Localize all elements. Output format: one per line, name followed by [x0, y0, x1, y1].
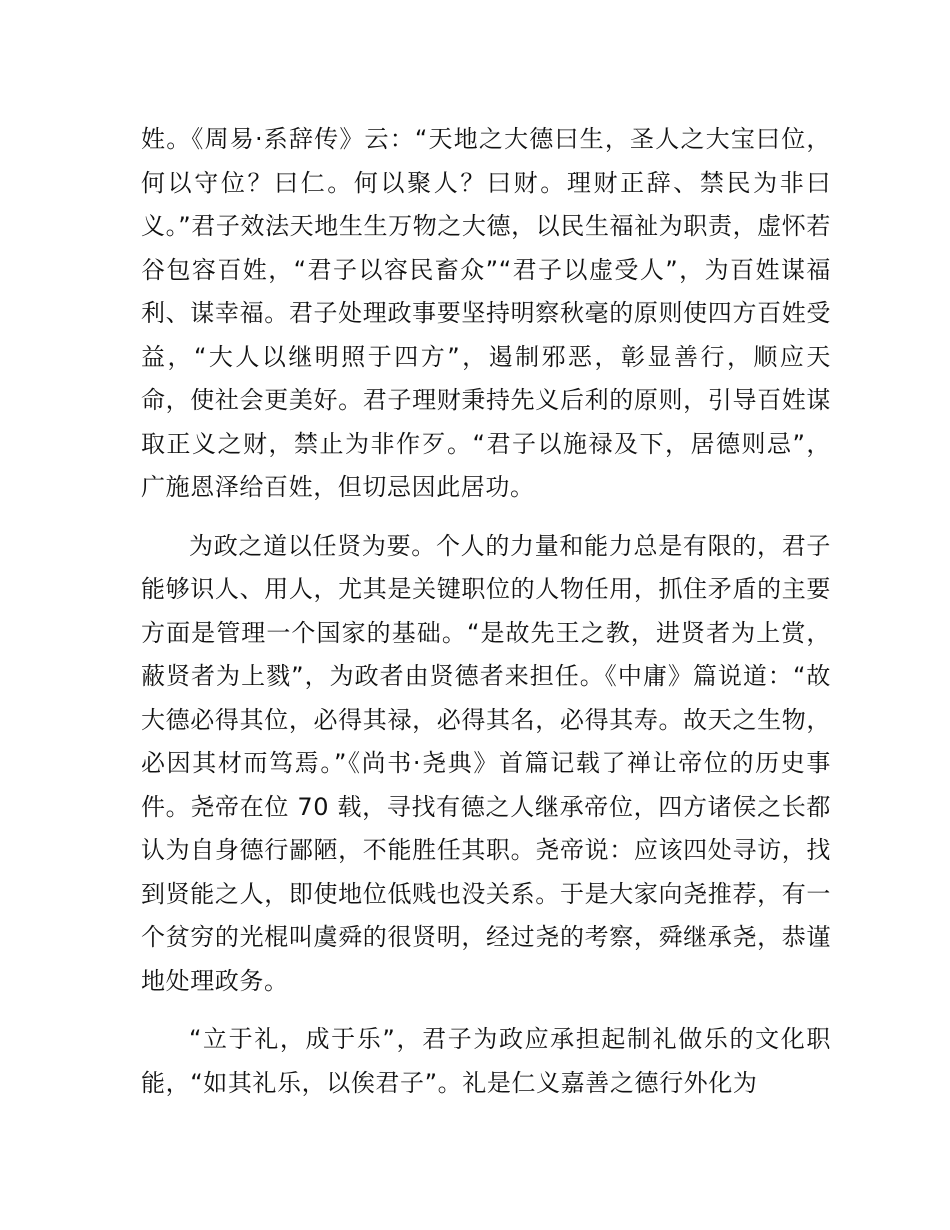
body-text: [141, 118, 831, 1120]
paragraph-2: 为政之道以任贤为要。个人的力量和能力总是有限的，君子能够识人、用人，尤其是关键职位的人物任用，抓住矛盾的主要方面是管理一个国家的基础。“是故先王之教，进贤者为上赏，蔽贤者为上戮”，为政者由贤德者来担任。《中庸》篇说道：“故大德必得其位，必得其禄，必得其名，必得其寿。故天之生物，必因其材而笃焉。”《尚书·尧典》首篇记载了禅让帝位的历史事件。尧帝在位 70 载，寻找有德之人继承帝位，四方诸侯之长都认为自身德行鄙陋，不能胜任其职。尧帝说：应该四处寻访，找到贤能之人，即使地位低贱也没关系。于是大家向尧推荐，有一个贫穷的光棍叫虞舜的很贤明，经过尧的考察，舜继承尧，恭谨地处理政务。: [141, 531, 831, 995]
paragraph-3: “立于礼，成于乐”，君子为政应承担起制礼做乐的文化职能，“如其礼乐，以俟君子”。礼是仁义嘉善之德行外化为: [141, 1025, 831, 1097]
paragraph-1: 姓。《周易·系辞传》云：“天地之大德曰生，圣人之大宝曰位，何以守位？曰仁。何以聚人？曰财。理财正辞、禁民为非曰义。”君子效法天地生生万物之大德，以民生福祉为职责，虚怀若谷包容百姓，“君子以容民畜众”“君子以虚受人”，为百姓谋福利、谋幸福。君子处理政事要坚持明察秋毫的原则使四方百姓受益，“大人以继明照于四方”，遏制邪恶，彰显善行，顺应天命，使社会更美好。君子理财秉持先义后利的原则，引导百姓谋取正义之财，禁止为非作歹。“君子以施禄及下，居德则忌”，广施恩泽给百姓，但切忌因此居功。: [141, 125, 831, 501]
